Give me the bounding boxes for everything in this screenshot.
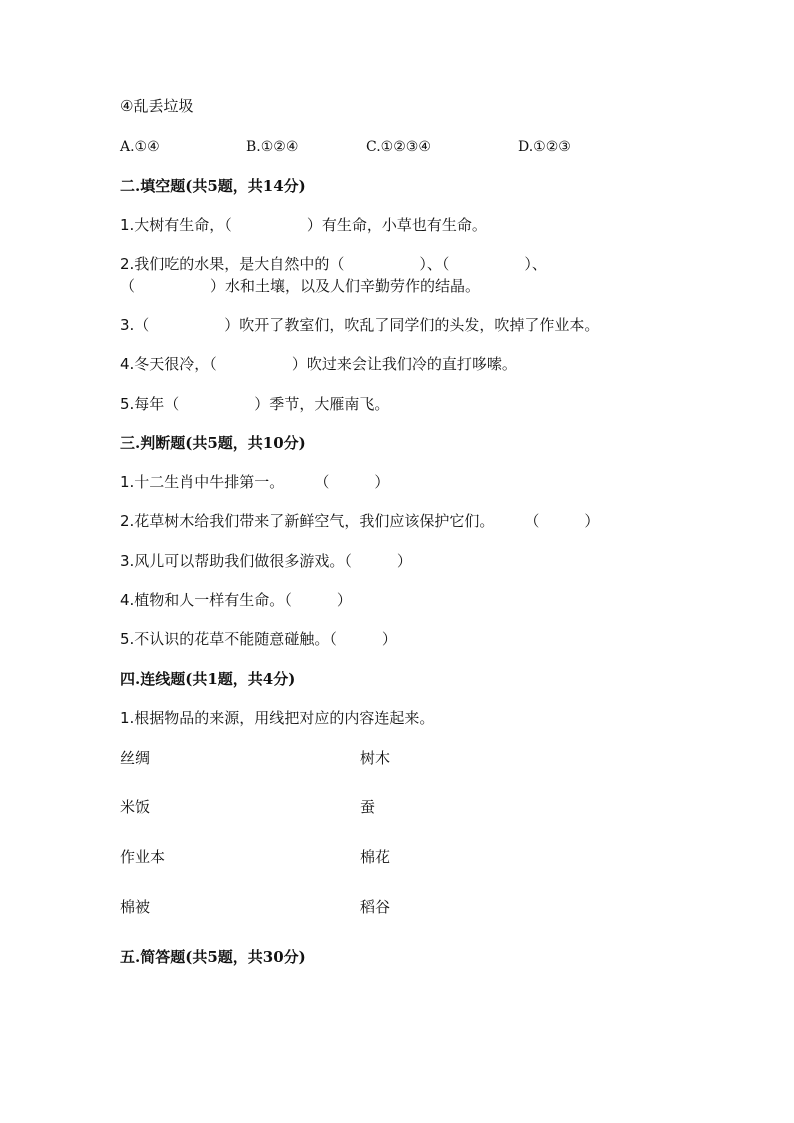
option-d: D.①②③ — [518, 139, 571, 155]
option-a: A.①④ — [120, 139, 160, 155]
matching-right-item: 稻谷 — [360, 898, 391, 916]
matching-left-item: 棉被 — [120, 898, 151, 916]
true-false-q4: 4.植物和人一样有生命。（ ） — [120, 591, 352, 609]
true-false-q1: 1.十二生肖中牛排第一。 （ ） — [120, 473, 390, 491]
fill-blank-q3: 3.（ ）吹开了教室们，吹乱了同学们的头发，吹掉了作业本。 — [120, 316, 600, 334]
matching-right-item: 蚕 — [360, 798, 376, 816]
matching-left-item: 丝绸 — [120, 749, 151, 767]
true-false-q5: 5.不认识的花草不能随意碰触。（ ） — [120, 630, 397, 648]
fill-blank-q2-line1: 2.我们吃的水果，是大自然中的（ ）、（ ）、 — [120, 255, 547, 273]
true-false-q3: 3.风儿可以帮助我们做很多游戏。（ ） — [120, 552, 412, 570]
fill-blank-q4: 4.冬天很冷，（ ）吹过来会让我们冷的直打哆嗦。 — [120, 355, 517, 373]
matching-right-item: 树木 — [360, 749, 391, 767]
matching-left-item: 米饭 — [120, 798, 151, 816]
choice-item-4: ④乱丢垃圾 — [120, 97, 194, 115]
matching-left-item: 作业本 — [120, 848, 166, 866]
true-false-q2: 2.花草树木给我们带来了新鲜空气，我们应该保护它们。 （ ） — [120, 512, 600, 530]
fill-blank-q5: 5.每年（ ）季节，大雁南飞。 — [120, 395, 390, 413]
section-heading-matching: 四.连线题(共1题，共4分) — [120, 670, 296, 688]
matching-q1: 1.根据物品的来源，用线把对应的内容连起来。 — [120, 709, 435, 727]
matching-right-item: 棉花 — [360, 848, 391, 866]
section-heading-true-false: 三.判断题(共5题，共10分) — [120, 434, 306, 452]
section-heading-short-answer: 五.简答题(共5题，共30分) — [120, 948, 306, 966]
fill-blank-q2-line2: （ ）水和土壤，以及人们辛勤劳作的结晶。 — [120, 277, 481, 295]
option-b: B.①②④ — [246, 139, 299, 155]
section-heading-fill-blank: 二.填空题(共5题，共14分) — [120, 177, 306, 195]
fill-blank-q1: 1.大树有生命，（ ）有生命，小草也有生命。 — [120, 216, 487, 234]
option-c: C.①②③④ — [366, 139, 431, 155]
